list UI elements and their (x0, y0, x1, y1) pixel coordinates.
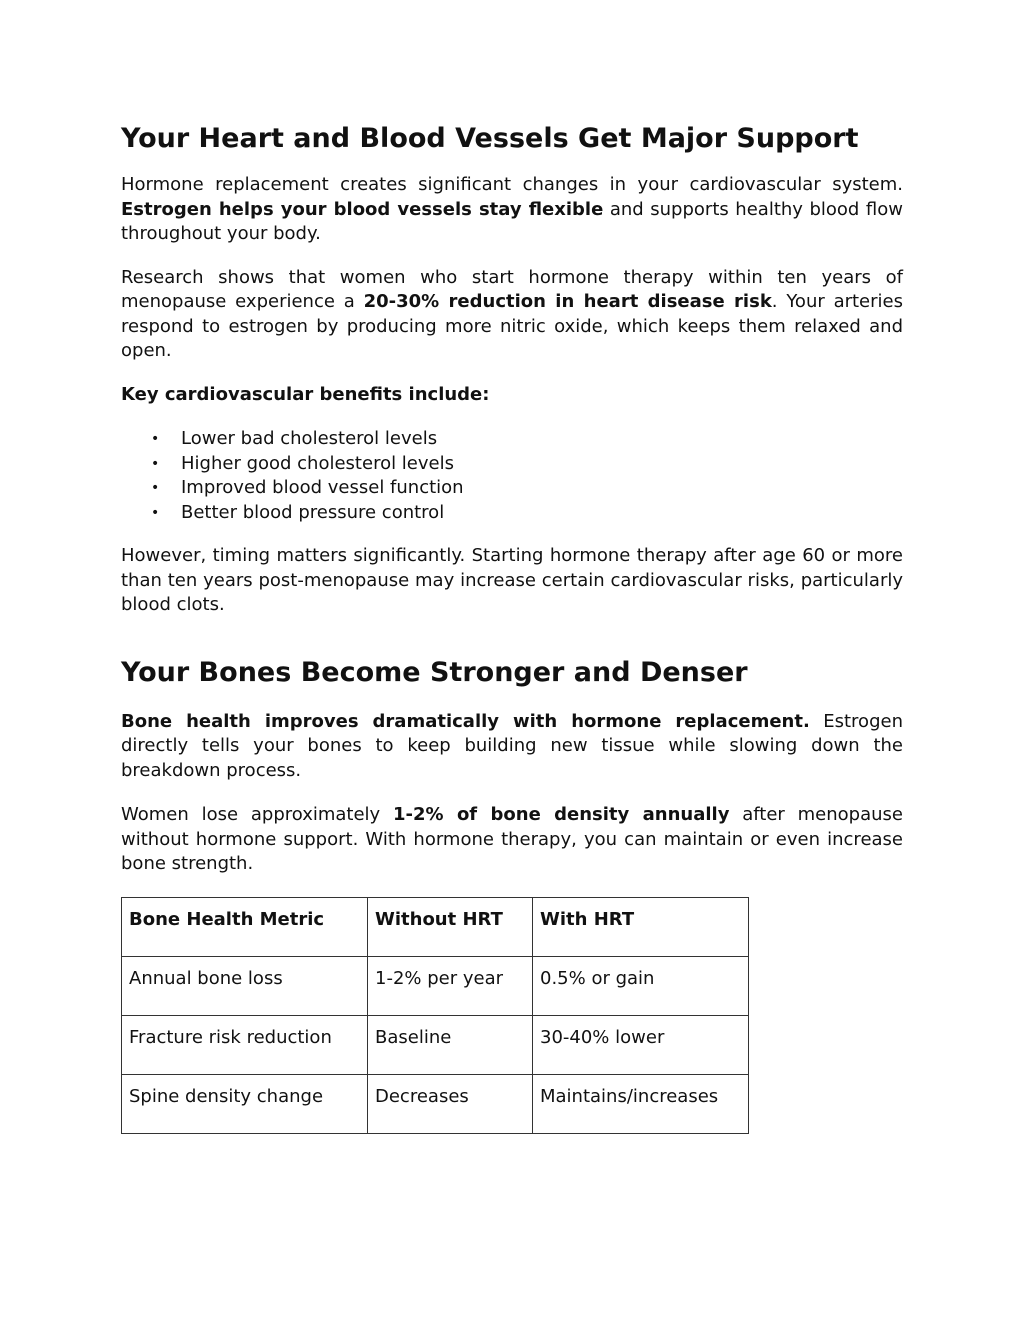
list-item (121, 501, 903, 526)
list-item-text: Better blood pressure control (181, 501, 445, 523)
table-header-row (122, 897, 749, 956)
table-row (122, 956, 749, 1015)
table-cell: Fracture risk reduction (122, 1015, 368, 1074)
benefits-label (121, 383, 903, 408)
bullet-icon: • (151, 504, 160, 521)
bones-paragraph-2 (121, 803, 903, 877)
table-cell: Spine density change (122, 1074, 368, 1133)
table-cell: 0.5% or gain (533, 956, 749, 1015)
table-cell: Decreases (368, 1074, 533, 1133)
table-row (122, 1015, 749, 1074)
list-item-text: Improved blood vessel function (181, 477, 464, 498)
text-run: Research shows that women who start hormone therapy within ten years of menopause experience a (121, 266, 903, 312)
table-cell: Maintains/increases (533, 1074, 749, 1133)
bone-health-table (121, 897, 749, 1134)
bullet-icon: • (151, 480, 160, 496)
text-run: after menopause without hormone support. With hormone therapy, you can maintain or even increase bone strength. (121, 804, 903, 874)
table-cell: 30-40% lower (533, 1015, 749, 1074)
list-item (121, 452, 903, 477)
text-run: and supports healthy blood flow throughout your body. (121, 198, 903, 244)
table-row (122, 1074, 749, 1133)
text-run: Hormone replacement creates significant changes in your cardiovascular system. (121, 174, 903, 195)
bold-text-run: 20-30% reduction in heart disease risk (363, 291, 772, 312)
text-run: Estrogen directly tells your bones to keep building new tissue while slowing down the breakdown process. (121, 710, 903, 781)
text-run: . Your arteries respond to estrogen by producing more nitric oxide, which keeps them relaxed and open. (121, 291, 903, 361)
list-item-text: Higher good cholesterol levels (181, 452, 454, 474)
list-item-text: Lower bad cholesterol levels (181, 428, 438, 449)
heart-paragraph-2 (121, 266, 903, 364)
text-run: Women lose approximately (121, 804, 394, 825)
table-header-cell: Without HRT (368, 897, 533, 956)
bones-paragraph-1 (121, 710, 903, 784)
page-content (121, 120, 903, 1134)
table-cell: Baseline (368, 1015, 533, 1074)
table-header-cell: With HRT (533, 897, 749, 956)
table-cell: Annual bone loss (122, 956, 368, 1015)
benefits-list (121, 427, 903, 525)
bold-text-run: 1-2% of bone density annually (393, 804, 730, 825)
bold-text-run: Bone health improves dramatically with hormone replacement. (121, 710, 810, 732)
bold-text-run: Key cardiovascular benefits include: (121, 383, 490, 405)
bullet-icon: • (151, 431, 160, 447)
list-item (121, 476, 903, 501)
bullet-icon: • (151, 455, 160, 472)
table-header-cell: Bone Health Metric (122, 897, 368, 956)
bones-section-heading: Your Bones Become Stronger and Denser (121, 656, 748, 688)
heart-section-heading: Your Heart and Blood Vessels Get Major Support (121, 123, 859, 154)
table-cell: 1-2% per year (368, 956, 533, 1015)
heart-paragraph-1 (121, 173, 903, 247)
heart-paragraph-3: However, timing matters significantly. Starting hormone therapy after age 60 or more than ten years post-menopause may increase certain cardiovascular risks, particularly blood clots. (121, 545, 903, 615)
bold-text-run: Estrogen helps your blood vessels stay flexible (121, 198, 604, 220)
list-item (121, 427, 903, 452)
